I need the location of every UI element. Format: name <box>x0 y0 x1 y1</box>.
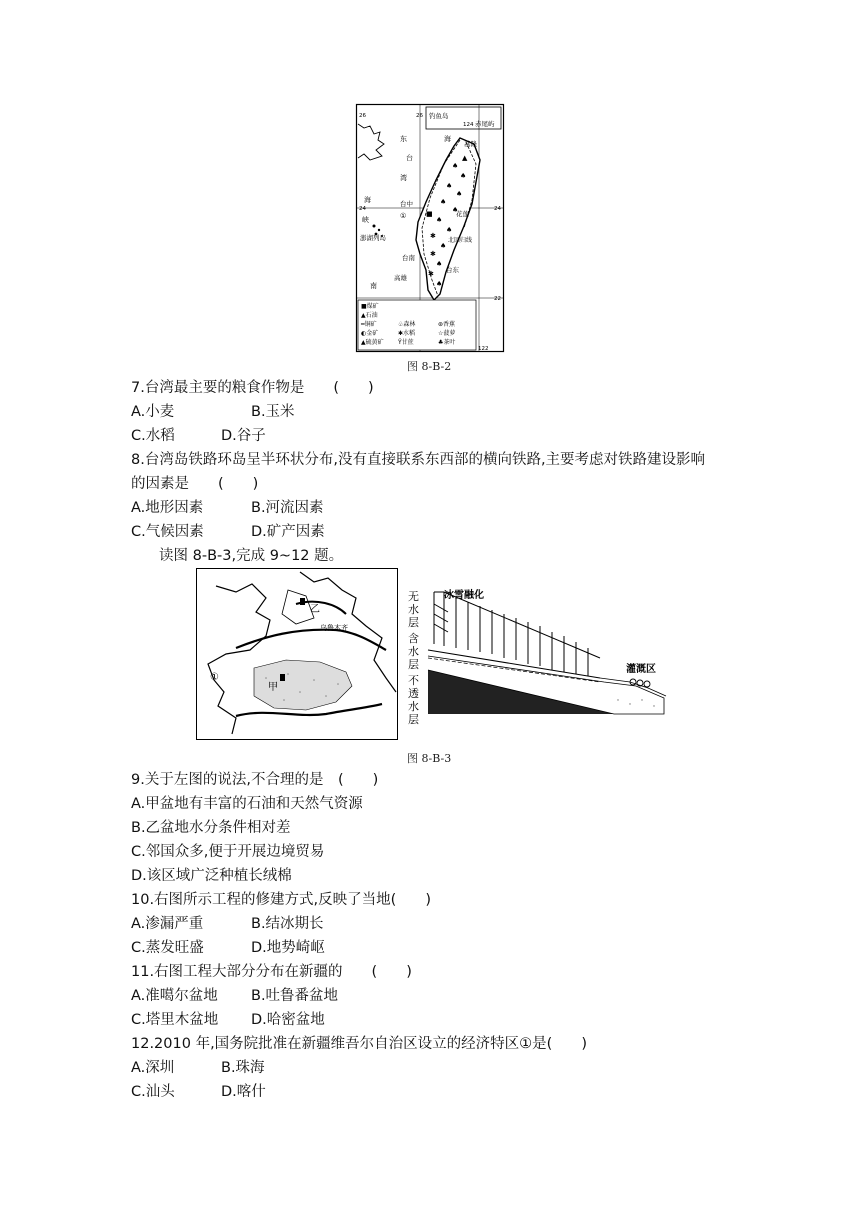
question-12-stem: 12.2010 年,国务院批准在新疆维吾尔自治区设立的经济特区①是( ) <box>131 1036 587 1052</box>
question-9-option-b: B.乙盆地水分条件相对差 <box>131 820 291 836</box>
label-nowater-2: 水 <box>408 603 419 616</box>
label-jia: 甲 <box>268 682 278 693</box>
label-lat22: 22 <box>494 296 501 302</box>
xinjiang-map <box>196 568 398 740</box>
svg-text:♠: ♠ <box>460 172 467 180</box>
question-12-option-c: C.汕头 <box>131 1084 175 1100</box>
label-nowater-1: 无 <box>408 590 419 603</box>
label-water-1: 含 <box>408 632 419 645</box>
label-snowmelt: 冰雪融化 <box>444 590 484 601</box>
question-11-option-a: A.准噶尔盆地 <box>131 988 218 1004</box>
label-hualien: 花莲 <box>456 210 469 218</box>
map-legend <box>358 300 476 350</box>
legend-r3c0: ◐金矿 <box>361 330 379 337</box>
karez-diagram <box>404 586 668 726</box>
question-9-option-d: D.该区域广泛种植长绒棉 <box>131 868 292 884</box>
label-circle1: ① <box>210 672 219 683</box>
question-12-option-a: A.深圳 <box>131 1060 175 1076</box>
label-diaoyu: 钓鱼岛 <box>429 112 449 120</box>
legend-r2c0: ━铜矿 <box>361 321 377 328</box>
taiwan-map-figure <box>356 104 504 352</box>
svg-text:■: ■ <box>426 210 433 218</box>
question-7-option-d: D.谷子 <box>221 428 266 444</box>
question-10-option-d: D.地势崎岖 <box>251 940 325 956</box>
label-taizhong: 台中 <box>400 200 413 208</box>
question-8-option-b: B.河流因素 <box>251 500 324 516</box>
karez-diagram-figure <box>404 586 668 726</box>
legend-r2c2: ⊛香蕉 <box>438 321 456 328</box>
question-7-option-b: B.玉米 <box>251 404 295 420</box>
legend-r1c0: ▲石油 <box>361 312 378 319</box>
label-sea-top: 海 <box>444 135 451 143</box>
label-strait: 峡 <box>362 216 369 224</box>
question-9-option-a: A.甲盆地有丰富的石油和天然气资源 <box>131 796 363 812</box>
svg-text:♠: ♠ <box>436 280 443 288</box>
question-11-stem: 11.右图工程大部分分布在新疆的 ( ) <box>131 964 412 980</box>
svg-text:✱: ✱ <box>430 232 436 240</box>
label-lat24-left: 24 <box>359 206 366 212</box>
label-lat26-right: 26 <box>416 113 423 119</box>
question-11-option-b: B.吐鲁番盆地 <box>251 988 339 1004</box>
question-8-stem-line1: 8.台湾岛铁路环岛呈半环状分布,没有直接联系东西部的横向铁路,主要考虑对铁路建设影响 <box>131 452 706 468</box>
svg-text:♠: ♠ <box>446 226 453 234</box>
xinjiang-map-figure <box>196 568 398 740</box>
question-7-stem: 7.台湾最主要的粮食作物是 ( ) <box>131 380 374 396</box>
svg-text:♠: ♠ <box>452 162 459 170</box>
svg-text:♠: ♠ <box>440 242 447 250</box>
question-10-option-a: A.渗漏严重 <box>131 916 204 932</box>
label-south: 南 <box>370 282 377 290</box>
reading-instruction: 读图 8-B-3,完成 9~12 题。 <box>159 548 344 564</box>
label-water-3: 层 <box>408 658 419 671</box>
svg-text:✱: ✱ <box>428 270 434 278</box>
label-lat24-right: 24 <box>494 206 501 212</box>
figure-caption-8-B-3: 图 8-B-3 <box>407 752 452 765</box>
svg-text:♠: ♠ <box>436 260 443 268</box>
label-east: 东 <box>400 135 407 143</box>
label-irrigation: 灌溉区 <box>626 664 656 675</box>
taiwan-map <box>356 104 504 352</box>
legend-r3c2: ☆菠萝 <box>438 330 456 337</box>
label-taiwan-a: 台 <box>406 154 413 162</box>
svg-text:♠: ♠ <box>440 198 447 206</box>
label-sea-left: 海 <box>364 196 371 204</box>
question-11-option-c: C.塔里木盆地 <box>131 1012 219 1028</box>
svg-text:▲: ▲ <box>462 154 468 162</box>
legend-r0c0: ■煤矿 <box>361 303 379 310</box>
question-10-stem: 10.右图所示工程的修建方式,反映了当地( ) <box>131 892 431 908</box>
label-water-2: 水 <box>408 645 419 658</box>
label-taidong: 台东 <box>446 266 459 274</box>
figure-caption-8-B-2: 图 8-B-2 <box>407 360 452 373</box>
label-kaohsiung: 高雄 <box>394 274 407 282</box>
label-imper-2: 透 <box>408 687 419 700</box>
legend-r4c1: Ϋ甘蔗 <box>398 339 414 346</box>
label-chiwei: 赤尾屿 <box>475 120 495 128</box>
question-9-stem: 9.关于左图的说法,不合理的是 ( ) <box>131 772 379 788</box>
question-8-option-d: D.矿产因素 <box>251 524 325 540</box>
label-nowater-3: 层 <box>408 616 419 629</box>
legend-r2c1: ♧森林 <box>398 321 416 328</box>
label-lon122: 122 <box>478 346 489 352</box>
question-7-option-c: C.水稻 <box>131 428 175 444</box>
question-10-option-b: B.结冰期长 <box>251 916 324 932</box>
label-lon124: 124 <box>463 122 474 128</box>
question-8-option-c: C.气候因素 <box>131 524 204 540</box>
label-lat26-left: 26 <box>359 113 366 119</box>
label-urumqi: 乌鲁木齐 <box>320 624 348 632</box>
svg-text:♠: ♠ <box>436 216 443 224</box>
label-keelung: 基隆 <box>464 140 477 148</box>
question-9-option-c: C.邻国众多,便于开展边境贸易 <box>131 844 325 860</box>
question-11-option-d: D.哈密盆地 <box>251 1012 325 1028</box>
label-penghu: 澎湖列岛 <box>360 234 386 242</box>
svg-text:✱: ✱ <box>430 250 436 258</box>
legend-r4c0: ▲硫黄矿 <box>361 339 384 346</box>
label-circle1: ① <box>400 212 407 220</box>
label-imper-1: 不 <box>408 674 419 687</box>
question-12-option-b: B.珠海 <box>221 1060 265 1076</box>
svg-text:♠: ♠ <box>452 206 459 214</box>
svg-text:♠: ♠ <box>456 190 463 198</box>
label-taiwan-b: 湾 <box>400 174 407 182</box>
question-8-stem-line2: 的因素是 ( ) <box>131 476 259 492</box>
label-imper-3: 水 <box>408 700 419 713</box>
question-7-option-a: A.小麦 <box>131 404 175 420</box>
label-imper-4: 层 <box>408 713 419 726</box>
legend-r4c2: ♣茶叶 <box>438 339 456 346</box>
label-tropic: 北回归线 <box>448 237 473 244</box>
question-8-option-a: A.地形因素 <box>131 500 204 516</box>
legend-r3c1: ✱水稻 <box>398 330 416 337</box>
melt-arrows <box>434 604 448 632</box>
svg-text:♠: ♠ <box>446 182 453 190</box>
question-10-option-c: C.蒸发旺盛 <box>131 940 204 956</box>
label-tainan: 台南 <box>402 254 415 262</box>
label-yi: 乙 <box>310 604 320 615</box>
question-12-option-d: D.喀什 <box>221 1084 266 1100</box>
